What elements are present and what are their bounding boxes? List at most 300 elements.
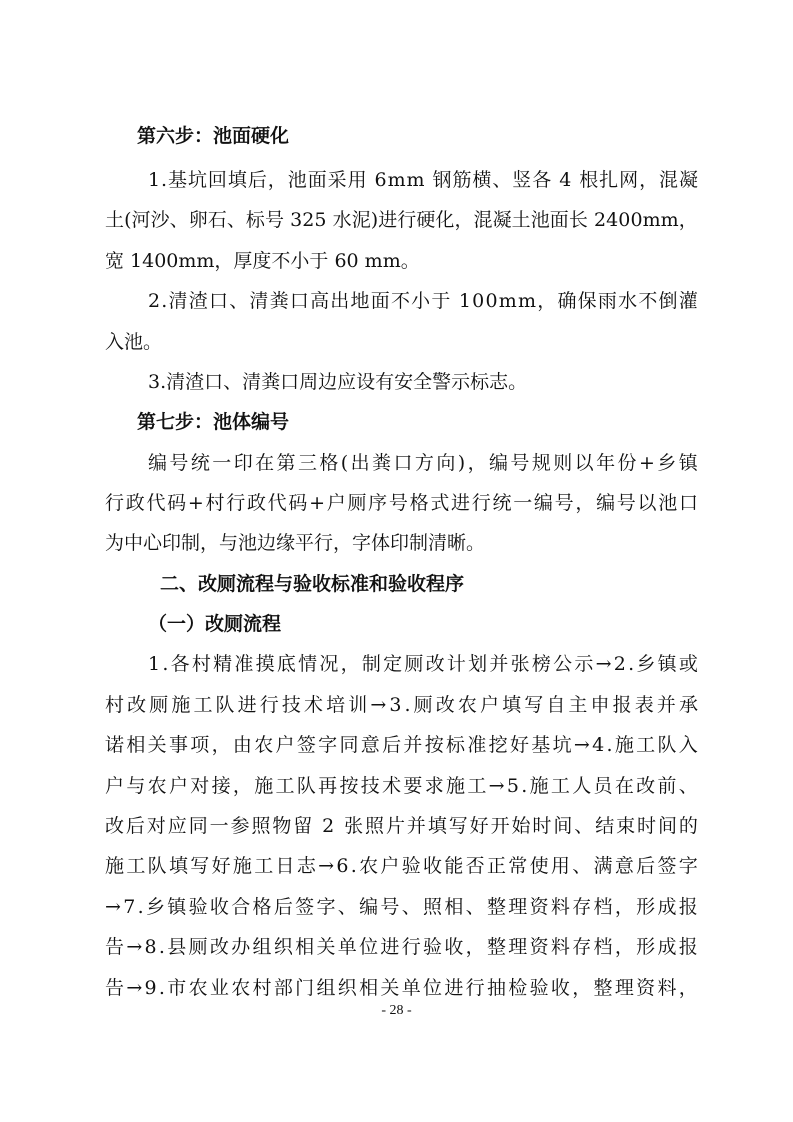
glyph: 镇 bbox=[657, 653, 677, 675]
glyph: 整 bbox=[486, 936, 506, 958]
glyph: 村 bbox=[205, 492, 225, 514]
glyph: 泥 bbox=[351, 209, 371, 231]
glyph: 后 bbox=[636, 855, 656, 877]
glyph: 统 bbox=[492, 492, 512, 514]
glyph: 农 bbox=[457, 694, 477, 716]
glyph: 1 bbox=[148, 169, 161, 191]
glyph: 池 bbox=[658, 492, 678, 514]
glyph: 位 bbox=[359, 936, 379, 958]
glyph: 工 bbox=[636, 734, 656, 756]
glyph: 硬 bbox=[416, 209, 436, 231]
glyph: 6 bbox=[374, 169, 387, 191]
glyph bbox=[552, 168, 558, 192]
glyph: 主 bbox=[568, 694, 588, 716]
glyph: 出 bbox=[350, 452, 370, 474]
step6-para1-line2 bbox=[105, 208, 698, 232]
glyph: 4 bbox=[606, 209, 619, 231]
glyph: 时 bbox=[532, 815, 552, 837]
glyph: → bbox=[595, 653, 612, 675]
glyph: 编 bbox=[596, 492, 616, 514]
glyph: 8 bbox=[144, 936, 157, 958]
glyph: 间 bbox=[553, 815, 573, 837]
flow-line-5 bbox=[105, 814, 698, 838]
glyph: 位 bbox=[423, 977, 443, 999]
glyph: 年 bbox=[596, 452, 616, 474]
glyph: 摸 bbox=[255, 653, 275, 675]
glyph: 不 bbox=[390, 290, 410, 312]
glyph: 好 bbox=[509, 734, 529, 756]
glyph: 档 bbox=[593, 936, 613, 958]
page-number: - 28 - bbox=[381, 1003, 412, 1018]
glyph: 签 bbox=[296, 734, 316, 756]
glyph: 码 bbox=[167, 492, 187, 514]
glyph: 编 bbox=[533, 492, 553, 514]
glyph: 代 bbox=[267, 492, 287, 514]
glyph: 公 bbox=[553, 653, 573, 675]
glyph: 倒 bbox=[658, 290, 678, 312]
glyph: 以 bbox=[574, 452, 594, 474]
glyph: 厕 bbox=[149, 694, 169, 716]
glyph: 坑 bbox=[552, 734, 572, 756]
glyph: 照 bbox=[365, 815, 385, 837]
glyph: . bbox=[158, 977, 165, 999]
glyph: 混 bbox=[473, 209, 493, 231]
glyph: 验 bbox=[401, 855, 421, 877]
glyph: 卵 bbox=[188, 209, 208, 231]
glyph: 底 bbox=[276, 653, 296, 675]
glyph: 向 bbox=[436, 452, 456, 474]
glyph: 编 bbox=[148, 452, 168, 474]
glyph: 乡 bbox=[636, 653, 656, 675]
glyph: ， bbox=[614, 936, 634, 958]
glyph: 人 bbox=[572, 775, 592, 797]
glyph: 成 bbox=[657, 936, 677, 958]
glyph: 对 bbox=[190, 775, 210, 797]
glyph: 同 bbox=[339, 734, 359, 756]
glyph: 相 bbox=[359, 977, 379, 999]
glyph: 7 bbox=[123, 896, 136, 918]
glyph: 镇 bbox=[678, 452, 698, 474]
glyph: 县 bbox=[167, 936, 187, 958]
glyph: 按 bbox=[424, 734, 444, 756]
glyph: . bbox=[521, 775, 528, 797]
glyph: 农 bbox=[147, 775, 167, 797]
glyph: 正 bbox=[486, 855, 506, 877]
glyph: 存 bbox=[572, 896, 592, 918]
glyph: 收 bbox=[550, 977, 570, 999]
glyph: 否 bbox=[465, 855, 485, 877]
glyph: 地 bbox=[350, 290, 370, 312]
glyph: 关 bbox=[316, 936, 336, 958]
glyph: 粪 bbox=[372, 452, 392, 474]
glyph: 定 bbox=[383, 653, 403, 675]
glyph: 2 bbox=[322, 815, 335, 837]
glyph: 并 bbox=[656, 694, 676, 716]
glyph: 事 bbox=[168, 734, 188, 756]
glyph: 一 bbox=[209, 815, 229, 837]
glyph: 2 bbox=[148, 290, 161, 312]
glyph: ， bbox=[232, 775, 252, 797]
glyph: 相 bbox=[444, 896, 464, 918]
glyph: 后 bbox=[247, 169, 267, 191]
flow-line-1 bbox=[148, 652, 698, 676]
glyph: 水 bbox=[332, 209, 352, 231]
glyph: 队 bbox=[296, 775, 316, 797]
glyph: 表 bbox=[634, 694, 654, 716]
glyph: 河 bbox=[131, 209, 151, 231]
glyph: . bbox=[137, 896, 144, 918]
glyph: 进 bbox=[380, 936, 400, 958]
glyph: 签 bbox=[657, 855, 677, 877]
glyph: 验 bbox=[529, 977, 549, 999]
glyph: 编 bbox=[359, 896, 379, 918]
glyph: 格 bbox=[252, 896, 272, 918]
glyph: 基 bbox=[531, 734, 551, 756]
glyph: 口 bbox=[678, 492, 698, 514]
glyph bbox=[426, 168, 432, 192]
glyph: ， bbox=[572, 977, 592, 999]
glyph: 收 bbox=[423, 855, 443, 877]
glyph: 术 bbox=[303, 694, 323, 716]
glyph: 改 bbox=[105, 815, 125, 837]
glyph: 标 bbox=[446, 734, 466, 756]
flow-line-3 bbox=[105, 733, 698, 757]
glyph: 号 bbox=[264, 209, 284, 231]
glyph: 施 bbox=[614, 734, 634, 756]
glyph: 张 bbox=[344, 815, 364, 837]
glyph: 留 bbox=[293, 815, 313, 837]
glyph: 农 bbox=[254, 734, 274, 756]
glyph bbox=[336, 814, 342, 838]
glyph: 保 bbox=[577, 290, 597, 312]
glyph: ， bbox=[614, 896, 634, 918]
glyph: 准 bbox=[467, 734, 487, 756]
glyph: 高 bbox=[310, 290, 330, 312]
glyph: 行 bbox=[105, 492, 125, 514]
glyph: 志 bbox=[296, 855, 316, 877]
glyph: 石 bbox=[207, 209, 227, 231]
glyph: 统 bbox=[190, 452, 210, 474]
glyph: 并 bbox=[489, 653, 509, 675]
glyph: 施 bbox=[446, 775, 466, 797]
glyph: 0 bbox=[485, 290, 498, 312]
glyph: 厕 bbox=[347, 492, 367, 514]
step6-para2-line2: 入池。 bbox=[105, 331, 163, 353]
glyph: 队 bbox=[215, 694, 235, 716]
glyph: 1 bbox=[458, 290, 471, 312]
glyph: 字 bbox=[678, 855, 698, 877]
glyph: 村 bbox=[252, 977, 272, 999]
glyph: 示 bbox=[574, 653, 594, 675]
glyph: 3 bbox=[389, 694, 402, 716]
glyph: 收 bbox=[444, 936, 464, 958]
step6-para2-line1 bbox=[148, 289, 698, 313]
glyph: 队 bbox=[147, 855, 167, 877]
glyph: 填 bbox=[502, 694, 522, 716]
glyph: ， bbox=[639, 169, 659, 191]
glyph: 面 bbox=[549, 209, 569, 231]
glyph: 户 bbox=[275, 734, 295, 756]
glyph: 要 bbox=[403, 775, 423, 797]
glyph: 行 bbox=[401, 936, 421, 958]
glyph: 土 bbox=[105, 209, 125, 231]
glyph: 、 bbox=[169, 209, 189, 231]
glyph: . bbox=[606, 734, 613, 756]
glyph: 日 bbox=[275, 855, 295, 877]
glyph: 好 bbox=[469, 815, 489, 837]
flow-line-4 bbox=[105, 774, 698, 798]
glyph: 户 bbox=[168, 775, 188, 797]
glyph: → bbox=[126, 977, 143, 999]
glyph: 填 bbox=[227, 169, 247, 191]
glyph: 口 bbox=[208, 290, 228, 312]
glyph: + bbox=[638, 452, 655, 474]
glyph: 行 bbox=[397, 209, 417, 231]
flow-line-7 bbox=[105, 895, 698, 919]
glyph: 形 bbox=[636, 936, 656, 958]
glyph: ， bbox=[211, 734, 231, 756]
glyph: 户 bbox=[479, 694, 499, 716]
glyph: 厕 bbox=[404, 653, 424, 675]
glyph: 不 bbox=[638, 290, 658, 312]
glyph: 序 bbox=[368, 492, 388, 514]
glyph: 形 bbox=[636, 896, 656, 918]
glyph: 使 bbox=[529, 855, 549, 877]
glyph: 横 bbox=[472, 169, 492, 191]
glyph: 成 bbox=[657, 896, 677, 918]
glyph: 一 bbox=[212, 452, 232, 474]
glyph: 整 bbox=[593, 977, 613, 999]
glyph: 相 bbox=[295, 936, 315, 958]
glyph: 进 bbox=[237, 694, 257, 716]
glyph: 坑 bbox=[187, 169, 207, 191]
glyph: 、 bbox=[678, 775, 698, 797]
glyph: 办 bbox=[231, 936, 251, 958]
glyph: 0 bbox=[618, 209, 631, 231]
glyph: 5 bbox=[506, 775, 519, 797]
glyph: 行 bbox=[226, 492, 246, 514]
glyph: ， bbox=[678, 977, 698, 999]
glyph: . bbox=[162, 653, 169, 675]
glyph: 训 bbox=[348, 694, 368, 716]
glyph: 、 bbox=[229, 290, 249, 312]
glyph: ， bbox=[575, 492, 595, 514]
part2-heading: 二、改厕流程与验收标准和验收程序 bbox=[160, 573, 465, 595]
step6-para1-line1 bbox=[148, 168, 698, 192]
glyph: 料 bbox=[550, 936, 570, 958]
glyph: 凝 bbox=[492, 209, 512, 231]
glyph: 承 bbox=[678, 694, 698, 716]
glyph bbox=[572, 168, 578, 192]
glyph: 户 bbox=[105, 775, 125, 797]
step7-para-line2 bbox=[105, 491, 698, 515]
glyph: m bbox=[660, 209, 679, 231]
glyph: 资 bbox=[636, 977, 656, 999]
glyph: 检 bbox=[508, 977, 528, 999]
glyph: 告 bbox=[105, 977, 125, 999]
glyph: 整 bbox=[486, 896, 506, 918]
glyph: 号 bbox=[554, 492, 574, 514]
glyph: 政 bbox=[246, 492, 266, 514]
glyph: 厕 bbox=[413, 694, 433, 716]
glyph: 回 bbox=[207, 169, 227, 191]
glyph: m bbox=[517, 290, 537, 312]
glyph: → bbox=[488, 775, 505, 797]
glyph: 户 bbox=[326, 492, 346, 514]
glyph: ) bbox=[457, 452, 466, 474]
glyph: 号 bbox=[169, 452, 189, 474]
glyph: 乡 bbox=[145, 896, 165, 918]
glyph: 划 bbox=[468, 653, 488, 675]
glyph: 行 bbox=[465, 977, 485, 999]
glyph: 在 bbox=[614, 775, 634, 797]
glyph: 或 bbox=[678, 653, 698, 675]
glyph: 工 bbox=[126, 855, 146, 877]
step6-para3: 3.清渣口、清粪口周边应设有安全警示标志。 bbox=[148, 371, 528, 393]
glyph: 小 bbox=[411, 290, 431, 312]
glyph: 渣 bbox=[188, 290, 208, 312]
glyph: 对 bbox=[146, 815, 166, 837]
glyph: 方 bbox=[414, 452, 434, 474]
glyph: 合 bbox=[231, 896, 251, 918]
glyph: 申 bbox=[590, 694, 610, 716]
flow-line-6 bbox=[105, 854, 698, 878]
glyph: . bbox=[404, 694, 411, 716]
glyph: . bbox=[628, 653, 635, 675]
glyph: 则 bbox=[553, 452, 573, 474]
glyph: 份 bbox=[617, 452, 637, 474]
glyph: 并 bbox=[403, 734, 423, 756]
glyph: ， bbox=[454, 209, 474, 231]
glyph: m bbox=[387, 169, 406, 191]
glyph: 3 bbox=[290, 209, 303, 231]
glyph: 织 bbox=[337, 977, 357, 999]
glyph: . bbox=[158, 936, 165, 958]
glyph: 乡 bbox=[657, 452, 677, 474]
glyph: 张 bbox=[510, 653, 530, 675]
glyph: 村 bbox=[105, 694, 125, 716]
glyph: 员 bbox=[593, 775, 613, 797]
glyph: 告 bbox=[105, 936, 125, 958]
glyph: 农 bbox=[231, 977, 251, 999]
glyph: 门 bbox=[295, 977, 315, 999]
glyph: 扎 bbox=[599, 169, 619, 191]
glyph: 一 bbox=[513, 492, 533, 514]
glyph: 网 bbox=[619, 169, 639, 191]
glyph: 代 bbox=[146, 492, 166, 514]
glyph: . bbox=[161, 290, 168, 312]
glyph: 2 bbox=[613, 653, 626, 675]
glyph: 资 bbox=[529, 896, 549, 918]
glyph: 物 bbox=[272, 815, 292, 837]
glyph: 灌 bbox=[678, 290, 698, 312]
glyph: 写 bbox=[448, 815, 468, 837]
glyph: 池 bbox=[287, 169, 307, 191]
glyph: 满 bbox=[593, 855, 613, 877]
glyph: 4 bbox=[559, 169, 572, 191]
glyph: 、 bbox=[465, 896, 485, 918]
glyph: 字 bbox=[318, 734, 338, 756]
glyph: 长 bbox=[568, 209, 588, 231]
glyph: 面 bbox=[370, 290, 390, 312]
glyph: 厕 bbox=[188, 936, 208, 958]
glyph: 0 bbox=[630, 209, 643, 231]
glyph: 常 bbox=[508, 855, 528, 877]
glyph: 工 bbox=[254, 855, 274, 877]
glyph: 后 bbox=[273, 896, 293, 918]
glyph: 9 bbox=[144, 977, 157, 999]
glyph: 再 bbox=[318, 775, 338, 797]
glyph: → bbox=[105, 896, 121, 918]
glyph: 式 bbox=[430, 492, 450, 514]
glyph: 码 bbox=[288, 492, 308, 514]
glyph: 标 bbox=[245, 209, 265, 231]
step7-para-line3: 为中心印制，与池边缘平行，字体印制清晰。 bbox=[105, 532, 486, 554]
glyph: 业 bbox=[209, 977, 229, 999]
glyph: 理 bbox=[614, 977, 634, 999]
glyph: 报 bbox=[678, 936, 698, 958]
glyph: 粪 bbox=[269, 290, 289, 312]
step6-heading: 第六步：池面硬化 bbox=[137, 125, 290, 147]
glyph: 后 bbox=[382, 734, 402, 756]
glyph: 用 bbox=[550, 855, 570, 877]
glyph: 填 bbox=[168, 855, 188, 877]
glyph: 织 bbox=[273, 936, 293, 958]
glyph: 行 bbox=[259, 694, 279, 716]
glyph: 确 bbox=[557, 290, 577, 312]
glyph: 技 bbox=[281, 694, 301, 716]
glyph: 政 bbox=[125, 492, 145, 514]
glyph: m bbox=[498, 290, 517, 312]
glyph: 、 bbox=[492, 169, 512, 191]
glyph: 号 bbox=[510, 452, 530, 474]
glyph: 4 bbox=[592, 734, 605, 756]
glyph: 市 bbox=[167, 977, 187, 999]
glyph: 改 bbox=[209, 936, 229, 958]
glyph: 规 bbox=[531, 452, 551, 474]
glyph: 并 bbox=[406, 815, 426, 837]
glyph: 改 bbox=[636, 775, 656, 797]
glyph: 单 bbox=[401, 977, 421, 999]
glyph: 关 bbox=[147, 734, 167, 756]
glyph: 料 bbox=[550, 896, 570, 918]
glyph: 制 bbox=[361, 653, 381, 675]
glyph: 入 bbox=[678, 734, 698, 756]
glyph: 写 bbox=[524, 694, 544, 716]
glyph: 6 bbox=[336, 855, 349, 877]
glyph: 组 bbox=[252, 936, 272, 958]
glyph: 施 bbox=[171, 694, 191, 716]
glyph: 池 bbox=[530, 209, 550, 231]
glyph: 况 bbox=[319, 653, 339, 675]
glyph: 照 bbox=[251, 815, 271, 837]
glyph: 术 bbox=[382, 775, 402, 797]
glyph: ( bbox=[340, 452, 349, 474]
glyph: 5 bbox=[314, 209, 327, 231]
glyph: 于 bbox=[431, 290, 451, 312]
glyph: 行 bbox=[471, 492, 491, 514]
glyph: 、 bbox=[226, 209, 246, 231]
glyph: 意 bbox=[614, 855, 634, 877]
glyph: 号 bbox=[388, 492, 408, 514]
glyph: 雨 bbox=[597, 290, 617, 312]
glyph: 关 bbox=[380, 977, 400, 999]
glyph: 始 bbox=[511, 815, 531, 837]
glyph: 、 bbox=[401, 896, 421, 918]
glyph: 报 bbox=[612, 694, 632, 716]
glyph: 1 bbox=[148, 653, 161, 675]
glyph: 档 bbox=[593, 896, 613, 918]
